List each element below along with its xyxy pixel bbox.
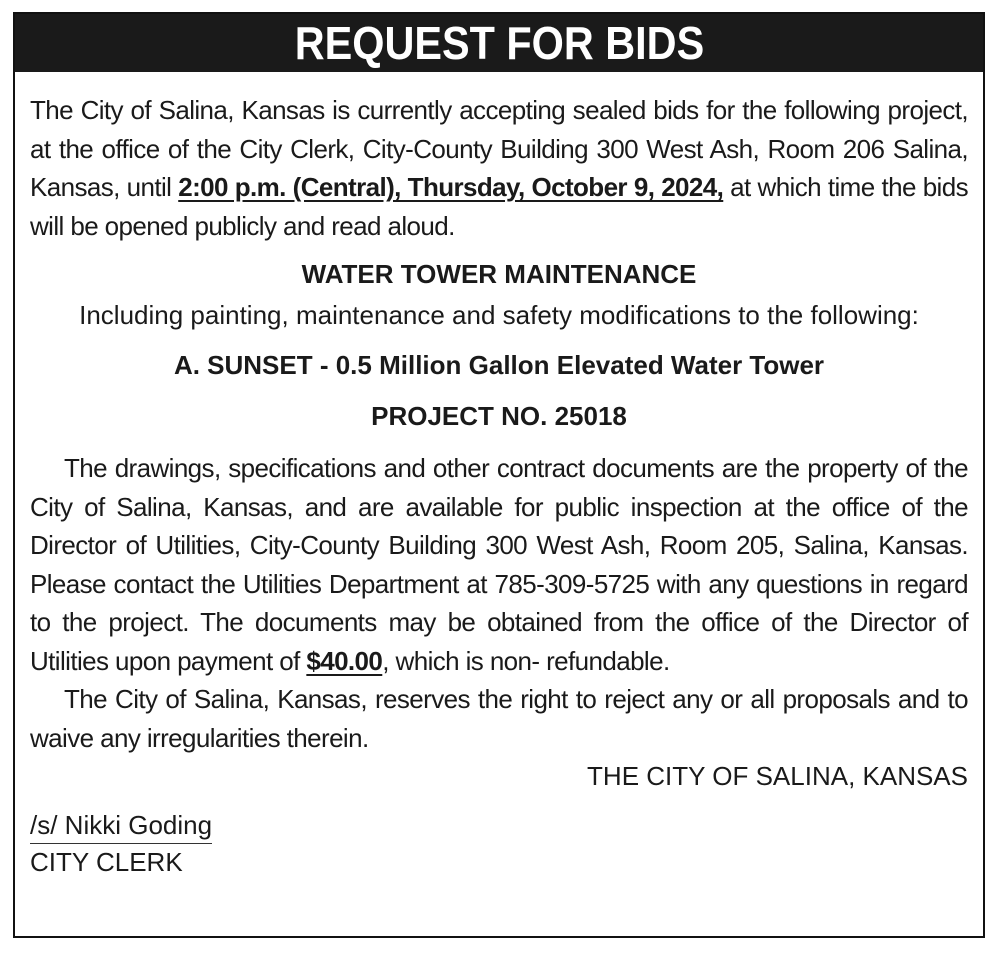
bid-deadline: 2:00 p.m. (Central), Thursday, October 9, 2024, [178,172,724,202]
project-heading: WATER TOWER MAINTENANCE [301,259,697,289]
documents-text: The drawings, specifications and other contract documents are the property of the City of Salina, Kansas, and are available for public inspection at the office of the Director of Utilities, City-County Building 300 West Ash, Room 205, Salina, Kansas. Please contact the Utilities Department at 785-309-5725 with any questions in regard to the project. The documents may be obtained from the office of the Director of Utilities upon payment of [30,453,968,676]
notice-title: REQUEST FOR BIDS [294,17,704,69]
issuer-line: THE CITY OF SALINA, KANSAS [587,761,968,791]
notice-title-banner [15,14,983,72]
intro-paragraph [30,91,968,245]
signature-block [30,806,968,881]
project-subheading: Including painting, maintenance and safety modifications to the following: [79,299,919,330]
intro-text: The City of Salina, Kansas is currently accepting sealed bids for the following project, at the office of the City Clerk, City-County Building 300 West Ash, Room 206 Salina, Kansas, until [30,95,968,202]
signature: /s/ Nikki Goding [30,808,212,844]
intro-text-end: at which time the bids will be opened publicly and read aloud. [30,172,968,241]
documents-text-end: , which is non- refundable. [382,645,670,676]
documents-paragraph [30,449,968,680]
project-item: A. SUNSET - 0.5 Million Gallon Elevated Water Tower [173,350,825,380]
project-number: PROJECT NO. 25018 [371,400,627,431]
notice-body [30,72,968,936]
bid-notice [13,12,985,938]
signer-title: CITY CLERK [30,847,183,877]
reservation-paragraph: The City of Salina, Kansas, reserves the right to reject any or all proposals and to waive any irregularities therein. [30,684,968,753]
document-fee: $40.00 [306,645,383,676]
